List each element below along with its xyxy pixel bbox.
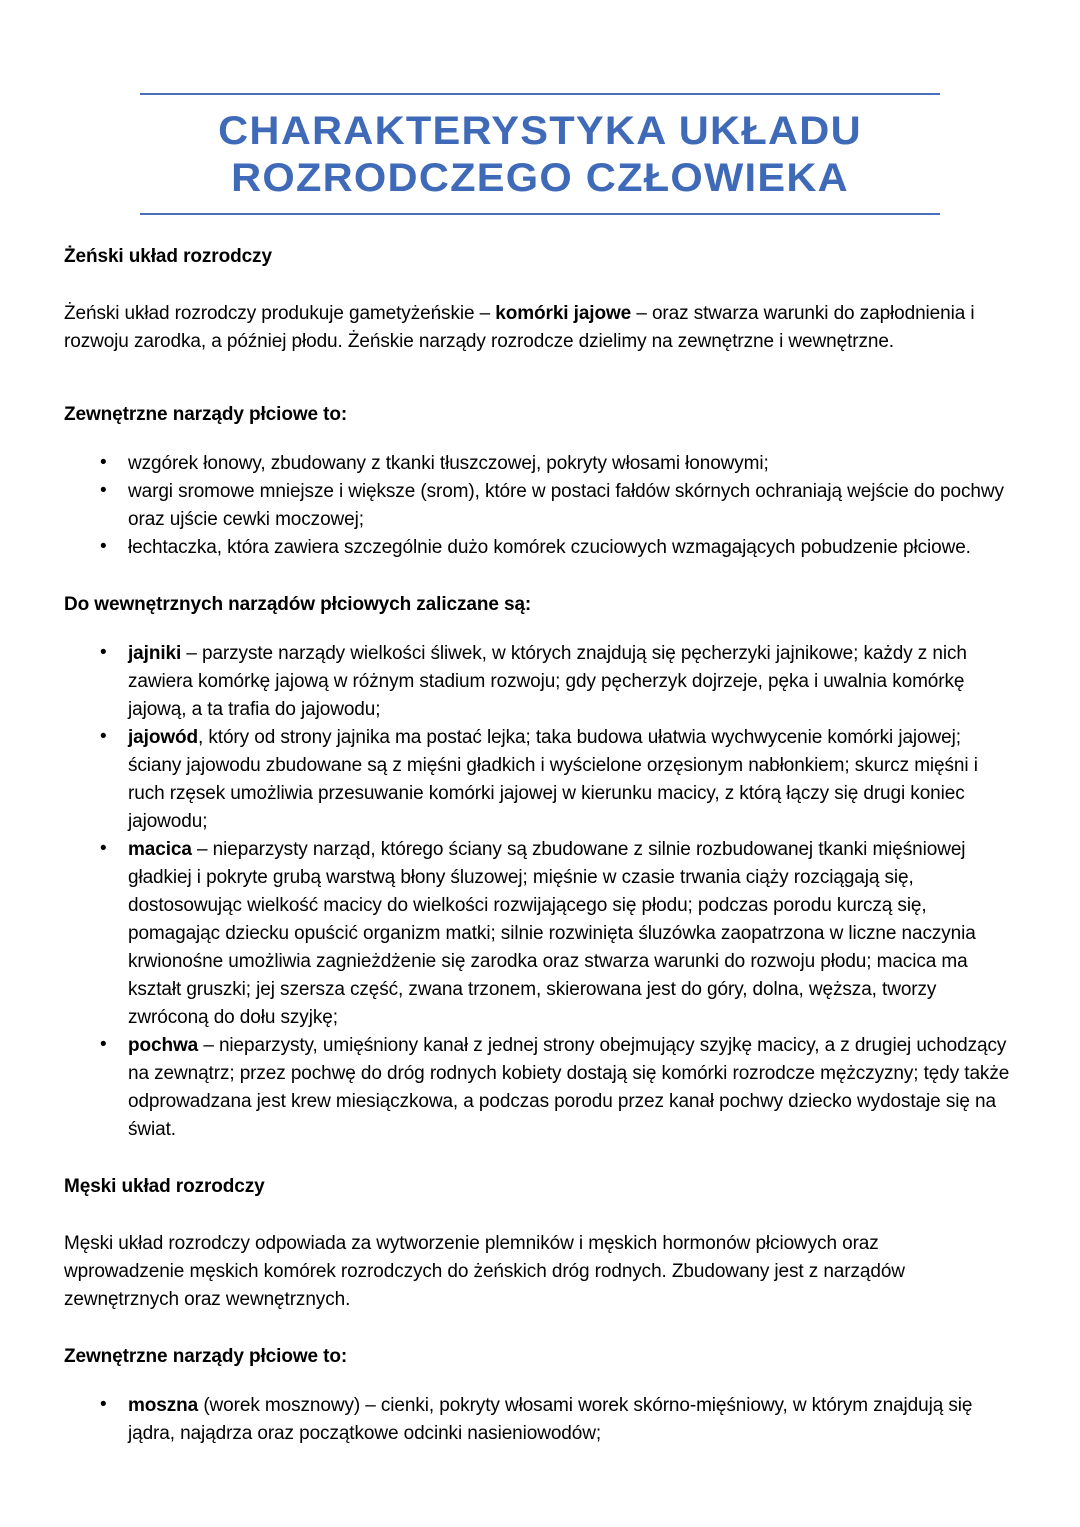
spacer xyxy=(64,270,1016,300)
list-item-term: macica xyxy=(128,839,192,860)
list-item xyxy=(64,836,1016,1032)
list-item xyxy=(64,450,1016,478)
heading-female-external: Zewnętrzne narządy płciowe to: xyxy=(64,404,348,425)
title-rule-top xyxy=(140,93,940,95)
list-item-term: pochwa xyxy=(128,1035,199,1056)
list-item xyxy=(64,724,1016,836)
list-male-external xyxy=(64,1392,1016,1448)
list-item xyxy=(64,534,1016,562)
spacer xyxy=(64,1200,1016,1230)
list-item xyxy=(64,1032,1016,1144)
document-content xyxy=(0,244,1080,1448)
list-item xyxy=(64,640,1016,724)
list-item-text: (worek mosznowy) – cienki, pokryty włosami worek skórno-mięśniowy, w którym znajdują się jądra, najądrza oraz początkowe odcinki nasieniowodów; xyxy=(128,1395,973,1444)
spacer xyxy=(64,428,1016,450)
heading-female-internal: Do wewnętrznych narządów płciowych zaliczane są: xyxy=(64,594,532,615)
spacer xyxy=(64,1314,1016,1344)
page-title xyxy=(0,108,1080,202)
paragraph-female-intro xyxy=(64,300,1004,356)
list-item-text: – nieparzysty, umięśniony kanał z jednej strony obejmujący szyjkę macicy, a z drugiej uchodzący na zewnątrz; przez pochwę do dróg rodnych kobiety dostają się komórki rozrodcze mężczyzny; tędy także odprowadzana jest krew miesiączkowa, a podczas porodu przez kanał pochwy dziecko wydostaje się na świat. xyxy=(128,1035,1010,1140)
page-title-line-2: ROZRODCZEGO CZŁOWIEKA xyxy=(231,156,849,200)
list-item xyxy=(64,478,1016,534)
list-item-text: – nieparzysty narząd, którego ściany są zbudowane z silnie rozbudowanej tkanki mięśniowej gładkiej i pokryte grubą warstwą błony śluzowej; mięśnie w czasie trwania ciąży rozciągają się, dostosowując wielkość macicy do wielkości rozwijającego się płodu; podczas porodu kurczą się, pomagając dziecku opuścić organizm matki; silnie rozwinięta śluzówka zaopatrzona w liczne naczynia krwionośne umożliwia zagnieżdżenie się zarodka oraz stwarza warunki do rozwoju płodu; macica ma kształt gruszki; jej szersza część, zwana trzonem, skierowana jest do góry, dolna, węższa, tworzy zwróconą do dołu szyjkę; xyxy=(128,839,976,1028)
spacer xyxy=(64,1144,1016,1174)
title-block xyxy=(0,0,1080,215)
spacer xyxy=(64,618,1016,640)
list-female-internal xyxy=(64,640,1016,1144)
term-komorki-jajowe: komórki jajowe xyxy=(495,303,632,324)
spacer xyxy=(64,1370,1016,1392)
list-item-text: , który od strony jajnika ma postać lejka; taka budowa ułatwia wychwycenie komórki jajowej; ściany jajowodu zbudowane są z mięśni gładkich i wyścielone orzęsionym nabłonkiem; skurcz mięśni i ruch rzęsek umożliwia przesuwanie komórki jajowej w kierunku macicy, z którą łączy się drugi koniec jajowodu; xyxy=(128,727,978,832)
list-item xyxy=(64,1392,1016,1448)
list-item-text: wzgórek łonowy, zbudowany z tkanki tłuszczowej, pokryty włosami łonowymi; xyxy=(128,453,769,474)
spacer xyxy=(64,356,1016,402)
spacer xyxy=(64,562,1016,592)
paragraph-female-intro-part-c: – oraz stwarza warunki do zapłodnienia i rozwoju zarodka, a później płodu. Żeńskie narządy rozrodcze dzielimy na zewnętrzne i wewnętrzne. xyxy=(64,303,975,352)
heading-female-system: Żeński układ rozrodczy xyxy=(64,246,272,267)
heading-male-system: Męski układ rozrodczy xyxy=(64,1176,265,1197)
list-item-text: – parzyste narządy wielkości śliwek, w których znajdują się pęcherzyki jajnikowe; każdy z nich zawiera komórkę jajową w różnym stadium rozwoju; gdy pęcherzyk dojrzeje, pęka i uwalnia komórkę jajową, a ta trafia do jajowodu; xyxy=(128,643,967,720)
paragraph-male-intro: Męski układ rozrodczy odpowiada za wytworzenie plemników i męskich hormonów płciowych oraz wprowadzenie męskich komórek rozrodczych do żeńskich dróg rodnych. Zbudowany jest z narządów zewnętrznych oraz wewnętrznych. xyxy=(64,1233,905,1310)
list-item-term: jajniki xyxy=(128,643,182,664)
list-item-term: moszna xyxy=(128,1395,199,1416)
heading-male-external: Zewnętrzne narządy płciowe to: xyxy=(64,1346,348,1367)
list-female-external xyxy=(64,450,1016,562)
list-item-term: jajowód xyxy=(128,727,199,748)
page-title-line-1: CHARAKTERYSTYKA UKŁADU xyxy=(218,109,862,153)
list-item-text: wargi sromowe mniejsze i większe (srom), które w postaci fałdów skórnych ochraniają wejście do pochwy oraz ujście cewki moczowej; xyxy=(128,481,1004,530)
paragraph-female-intro-part-a: Żeński układ rozrodczy produkuje gametyżeńskie – xyxy=(64,303,496,324)
list-item-text: łechtaczka, która zawiera szczególnie dużo komórek czuciowych wzmagających pobudzenie płciowe. xyxy=(128,537,971,558)
title-rule-bottom xyxy=(140,213,940,215)
